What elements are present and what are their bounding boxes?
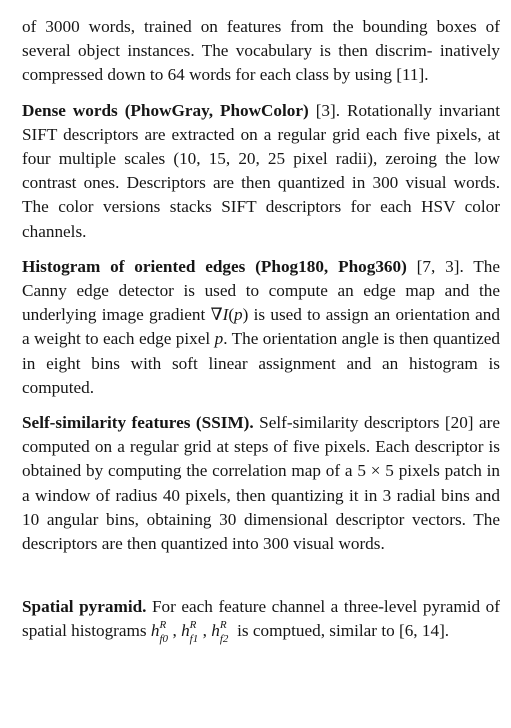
math-superscript: R <box>189 619 197 632</box>
paragraph-vocabulary <box>22 15 500 88</box>
math-subsup <box>219 619 233 646</box>
section-heading: Self-similarity features (SSIM). <box>22 413 254 433</box>
text-line: using [11]. <box>354 65 429 85</box>
section-heading: Dense words (PhowGray, PhowColor) <box>22 100 309 120</box>
document-page <box>22 15 500 644</box>
math-subscript: f0 <box>159 633 169 646</box>
math-expression: 5 × 5 <box>357 461 394 481</box>
math-subsup <box>159 619 172 646</box>
section-heading: Histogram of oriented edges (Phog180, Phog360) <box>22 256 407 276</box>
paragraph-body: For each feature channel a three-level pyramid of spatial histograms <box>22 597 500 641</box>
paragraph-body: pixels patch in a window of radius 40 pixels, then quantizing it in 3 radial bins and 10 angular bins, obtaining 30 dimensional descriptor vectors. The descriptors are then quantized into 300 visual words. <box>22 461 500 554</box>
paragraph-body: . The orientation angle is then quantized in eight bins with soft linear assignment and an histogram is computed. <box>22 329 500 397</box>
paragraph-dense-words <box>22 99 500 244</box>
math-superscript: R <box>159 619 167 632</box>
paragraph-body: is comptued, similar to [6, 14]. <box>232 621 450 641</box>
paragraph-spatial-pyramid <box>22 595 500 646</box>
math-variable: h <box>181 621 190 641</box>
math-separator: , <box>172 621 182 641</box>
text-line: of several object instances. The vocabulary is then discrim- <box>22 17 500 61</box>
math-variable: h <box>211 621 220 641</box>
math-subsup <box>189 619 203 646</box>
math-separator: , <box>202 621 212 641</box>
text-line: inatively compressed down to 64 words for each class by <box>22 41 501 85</box>
nabla-symbol: ∇ <box>210 305 223 325</box>
math-variable: I <box>222 305 229 325</box>
math-variable: h <box>150 621 160 641</box>
section-heading: Spatial pyramid. <box>22 597 147 617</box>
math-variable: p <box>214 329 224 349</box>
math-paren: ) <box>242 305 249 325</box>
text-line: of 3000 words, trained on features from the bounding boxes <box>22 17 477 36</box>
math-subscript: f2 <box>219 633 229 646</box>
paragraph-ssim <box>22 411 500 556</box>
paragraph-body: [3]. Rotationally invariant SIFT descriptors are extracted on a regular grid each five pixels, at four multiple scales (10, 15, 20, 25 pixel radii), zeroing the low contrast ones. Descriptors are then quantized in 300 visual words. The color versions stacks SIFT descriptors for each HSV color channels. <box>22 100 500 241</box>
math-subscript: f1 <box>189 633 199 646</box>
math-superscript: R <box>219 619 227 632</box>
math-variable: p <box>234 305 243 325</box>
paragraph-phog <box>22 255 500 400</box>
paragraph-body: Self-similarity descriptors [20] are computed on a regular grid at steps of five pixels. Each descriptor is obtained by computing the correlation map of a <box>22 413 500 481</box>
paragraph-body: is used to assign an orientation and a weight to each edge pixel <box>22 305 500 349</box>
math-paren: ( <box>228 305 235 325</box>
paragraph-body: [7, 3]. The Canny edge detector is used to compute an edge map and the underlying image gradient <box>22 256 501 325</box>
